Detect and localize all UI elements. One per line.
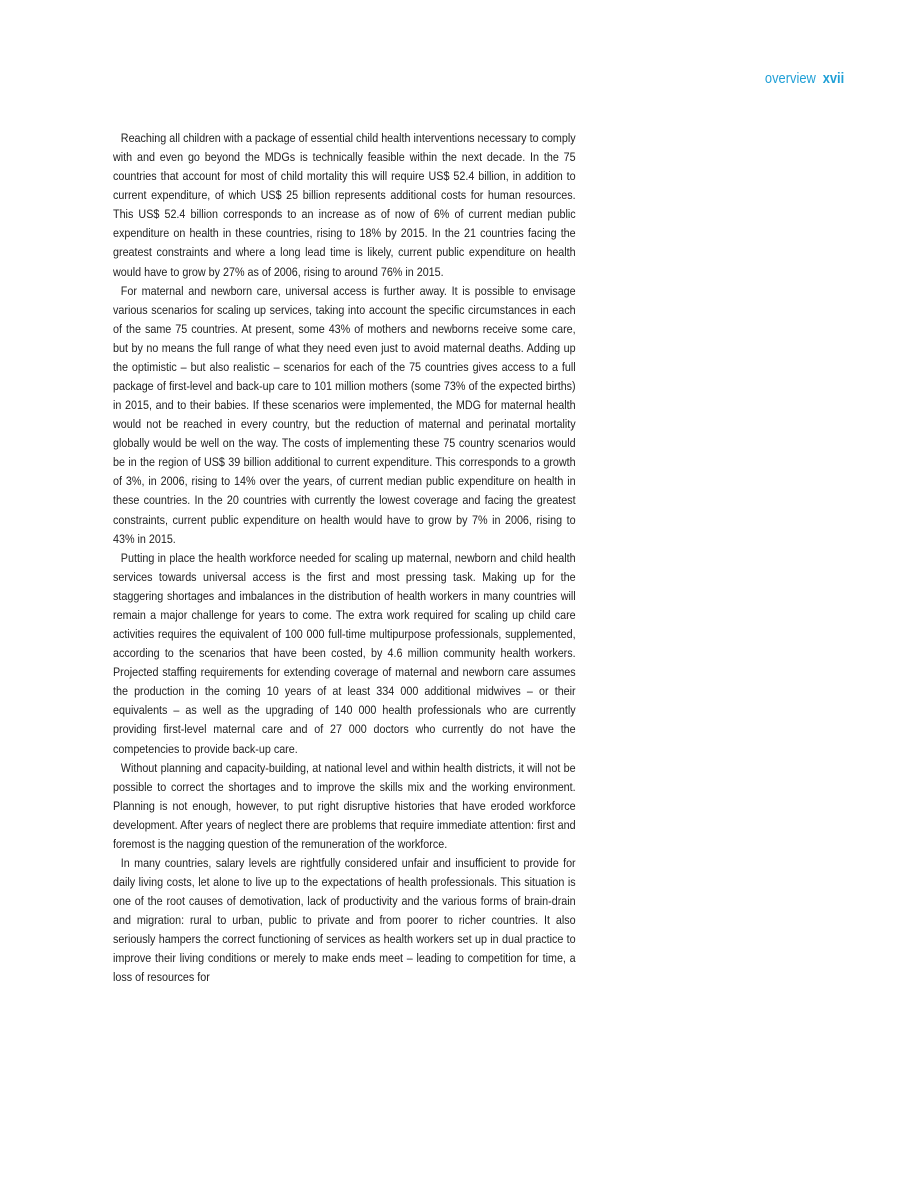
paragraph-salary-levels: In many countries, salary levels are rightfully considered unfair and insufficient to provide for daily living costs, let alone to live up to the expectations of health professionals. This situation is one of the root causes of demotivation, lack of productivity and the various forms of brain-drain and migration: rural to urban, public to private and from poorer to richer countries. It also seriously hampers the correct functioning of services as health workers set up in dual practice to improve their living conditions or merely to make ends meet – leading to competition for time, a loss of resources for	[113, 855, 576, 985]
paragraph-child-health-costs: Reaching all children with a package of essential child health interventions necessary to comply with and even go beyond the MDGs is technically feasible within the next decade. In the 75 countries that account for most of child mortality this will require US$ 52.4 billion, in addition to current expenditure, of which US$ 25 billion represents additional costs for human resources. This US$ 52.4 billion corresponds to an increase as of now of 6% of current median public expenditure on health in these countries, rising to 18% by 2015. In the 21 countries facing the greatest constraints and where a long lead time is likely, current public expenditure on health would have to grow by 27% as of 2006, rising to around 76% in 2015.	[113, 131, 576, 279]
page-number: xvii	[822, 70, 844, 87]
running-header	[765, 70, 844, 88]
paragraph-planning-capacity: Without planning and capacity-building, at national level and within health districts, it will not be possible to correct the shortages and to improve the skills mix and the working environment. Planning is not enough, however, to put right disruptive histories that have eroded workforce development. After years of neglect there are problems that require immediate attention: first and foremost is the nagging question of the remuneration of the workforce.	[113, 760, 576, 851]
body-text	[113, 129, 576, 988]
paragraph-health-workforce: Putting in place the health workforce needed for scaling up maternal, newborn and child health services towards universal access is the first and most pressing task. Making up for the staggering shortages and imbalances in the distribution of health workers in many countries will remain a major challenge for years to come. The extra work required for scaling up child care activities requires the equivalent of 100 000 full-time multipurpose professionals, supplemented, according to the scenarios that have been costed, by 4.6 million community health workers. Projected staffing requirements for extending coverage of maternal and newborn care assumes the production in the coming 10 years of at least 334 000 additional midwives – or their equivalents – as well as the upgrading of 140 000 health professionals who are currently providing first-level maternal care and of 27 000 doctors who currently do not have the competencies to provide back-up care.	[113, 550, 576, 756]
paragraph-maternal-newborn-care: For maternal and newborn care, universal access is further away. It is possible to envisage various scenarios for scaling up services, taking into account the specific circumstances in each of the same 75 countries. At present, some 43% of mothers and newborns receive some care, but by no means the full range of what they need even just to avoid maternal deaths. Adding up the optimistic – but also realistic – scenarios for each of the 75 countries gives access to a full package of first-level and back-up care to 101 million mothers (some 73% of the expected births) in 2015, and to their babies. If these scenarios were implemented, the MDG for maternal health would not be reached in every country, but the reduction of maternal and perinatal mortality globally would be well on the way. The costs of implementing these 75 country scenarios would be in the region of US$ 39 billion additional to current expenditure. This corresponds to a growth of 3%, in 2006, rising to 14% over the years, of current median public expenditure on health in these countries. In the 20 countries with currently the lowest coverage and facing the greatest constraints, current public expenditure on health would have to grow by 7% in 2006, rising to 43% in 2015.	[113, 283, 576, 546]
header-section-title: overview	[764, 70, 816, 87]
